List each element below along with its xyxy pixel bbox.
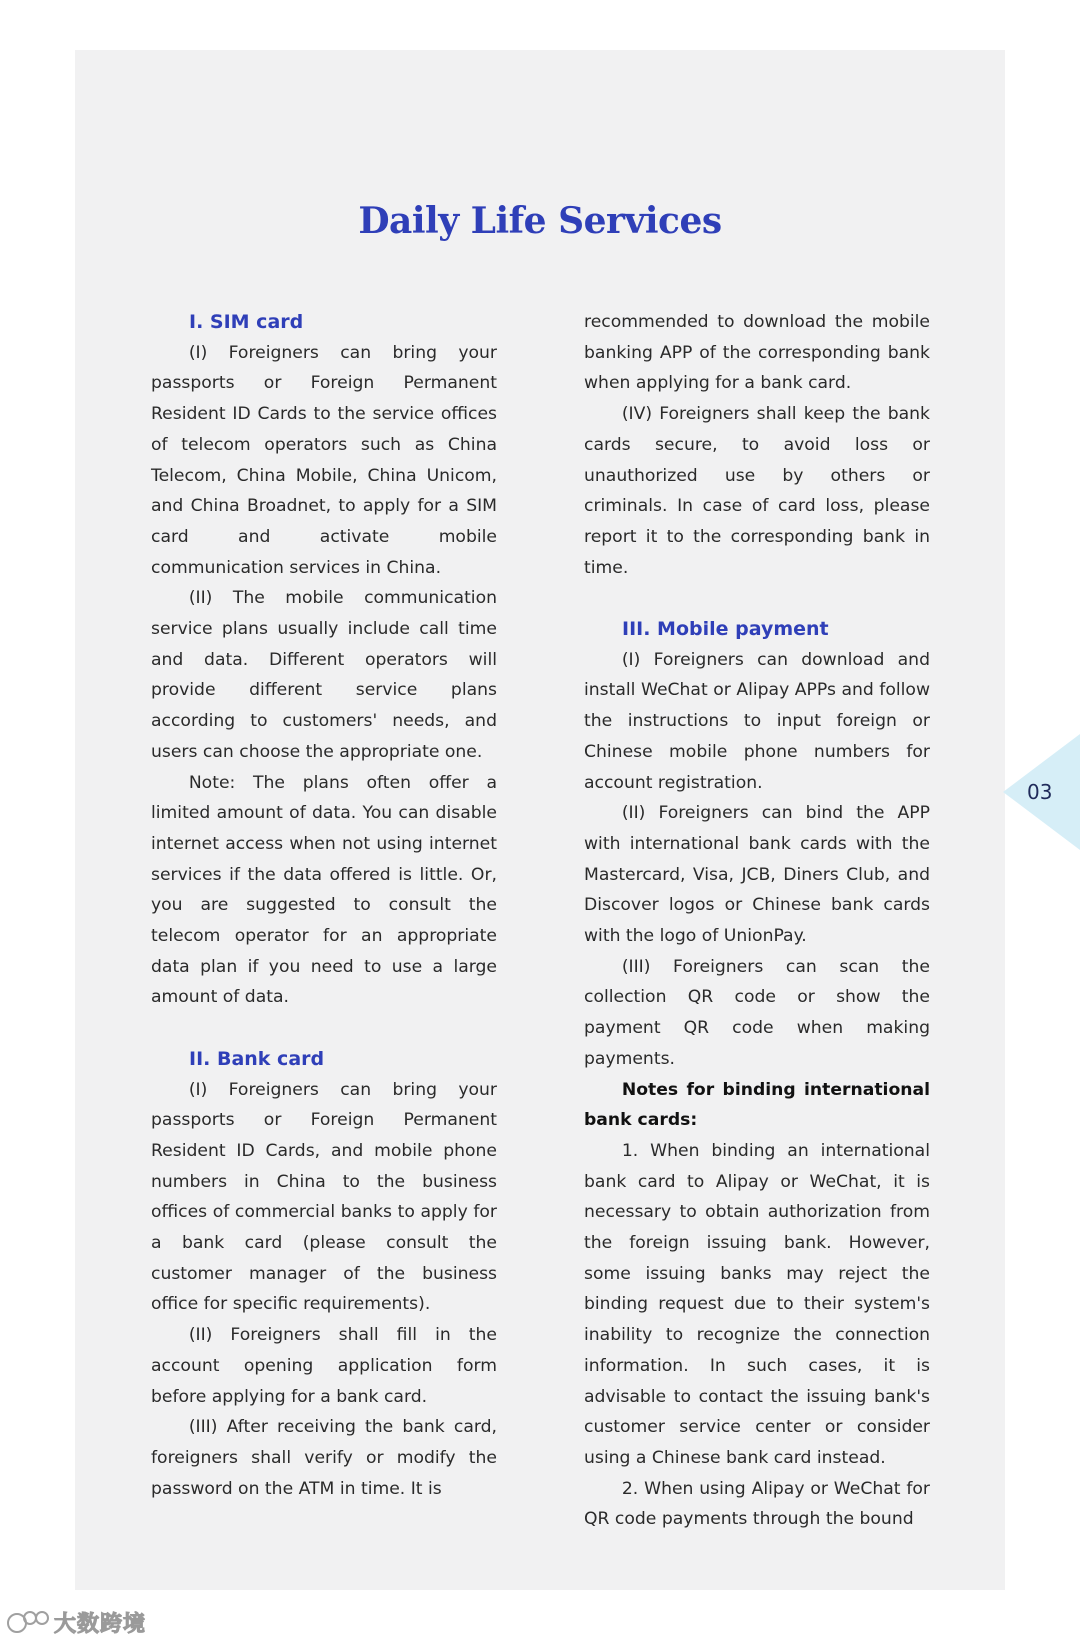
paragraph: (I) Foreigners can bring your passports or Foreign Permanent Resident ID Cards, and mobile phone numbers in China to the business offices of commercial banks to apply for a bank card (please consult the customer manager of the business office for specific requirements). — [151, 1079, 497, 1315]
section-heading-sim-card: I. SIM card — [189, 311, 304, 333]
notes-heading: Notes for binding international bank cards: — [584, 1079, 930, 1131]
paragraph: (II) The mobile communication service plans usually include call time and data. Different operators will provide different service plans according to customers' needs, and users can choose the appropriate one. — [151, 588, 497, 762]
paragraph: (II) Foreigners can bind the APP with international bank cards with the Mastercard, Visa, JCB, Diners Club, and Discover logos or Chinese bank cards with the logo of UnionPay. — [584, 803, 930, 947]
page-title: Daily Life Services — [358, 200, 722, 242]
paragraph: (IV) Foreigners shall keep the bank cards secure, to avoid loss or unauthorized use by others or criminals. In case of card loss, please report it to the corresponding bank in time. — [584, 404, 930, 578]
page-number: 03 — [1027, 780, 1053, 804]
watermark — [6, 1607, 146, 1637]
section-heading-bank-card: II. Bank card — [189, 1047, 325, 1070]
paragraph: (I) Foreigners can download and install WeChat or Alipay APPs and follow the instructions to input foreign or Chinese mobile phone numbers for account registration. — [584, 649, 930, 793]
right-column — [584, 307, 930, 1535]
left-column — [151, 307, 497, 1504]
paragraph: (II) Foreigners shall fill in the account opening application form before applying for a bank card. — [151, 1325, 497, 1407]
paragraph: (I) Foreigners can bring your passports or Foreign Permanent Resident ID Cards to the service offices of telecom operators such as China Telecom, China Mobile, China Unicom, and China Broadnet, to apply for a SIM card and activate mobile communication services in China. — [151, 342, 497, 578]
note-paragraph: Note: The plans often offer a limited amount of data. You can disable internet access when not using internet services if the data offered is little. Or, you are suggested to consult the telecom operator for an appropriate data plan if you need to use a large amount of data. — [151, 772, 497, 1008]
watermark-logo-icon — [6, 1609, 50, 1635]
watermark-text: 大数跨境 — [54, 1611, 147, 1637]
paragraph-continued: recommended to download the mobile banking APP of the corresponding bank when applying for a bank card. — [584, 312, 930, 394]
note-item: 2. When using Alipay or WeChat for QR code payments through the bound — [584, 1478, 930, 1530]
paragraph: (III) Foreigners can scan the collection QR code or show the payment QR code when making payments. — [584, 956, 930, 1069]
section-heading-mobile-payment: III. Mobile payment — [622, 618, 829, 641]
note-item: 1. When binding an international bank card to Alipay or WeChat, it is necessary to obtain authorization from the foreign issuing bank. However, some issuing banks may reject the binding request due to their system's inability to recognize the connection information. In such cases, it is advisable to contact the issuing bank's customer service center or consider using a Chinese bank card instead. — [584, 1140, 930, 1468]
paragraph: (III) After receiving the bank card, foreigners shall verify or modify the password on the ATM in time. It is — [151, 1417, 497, 1499]
